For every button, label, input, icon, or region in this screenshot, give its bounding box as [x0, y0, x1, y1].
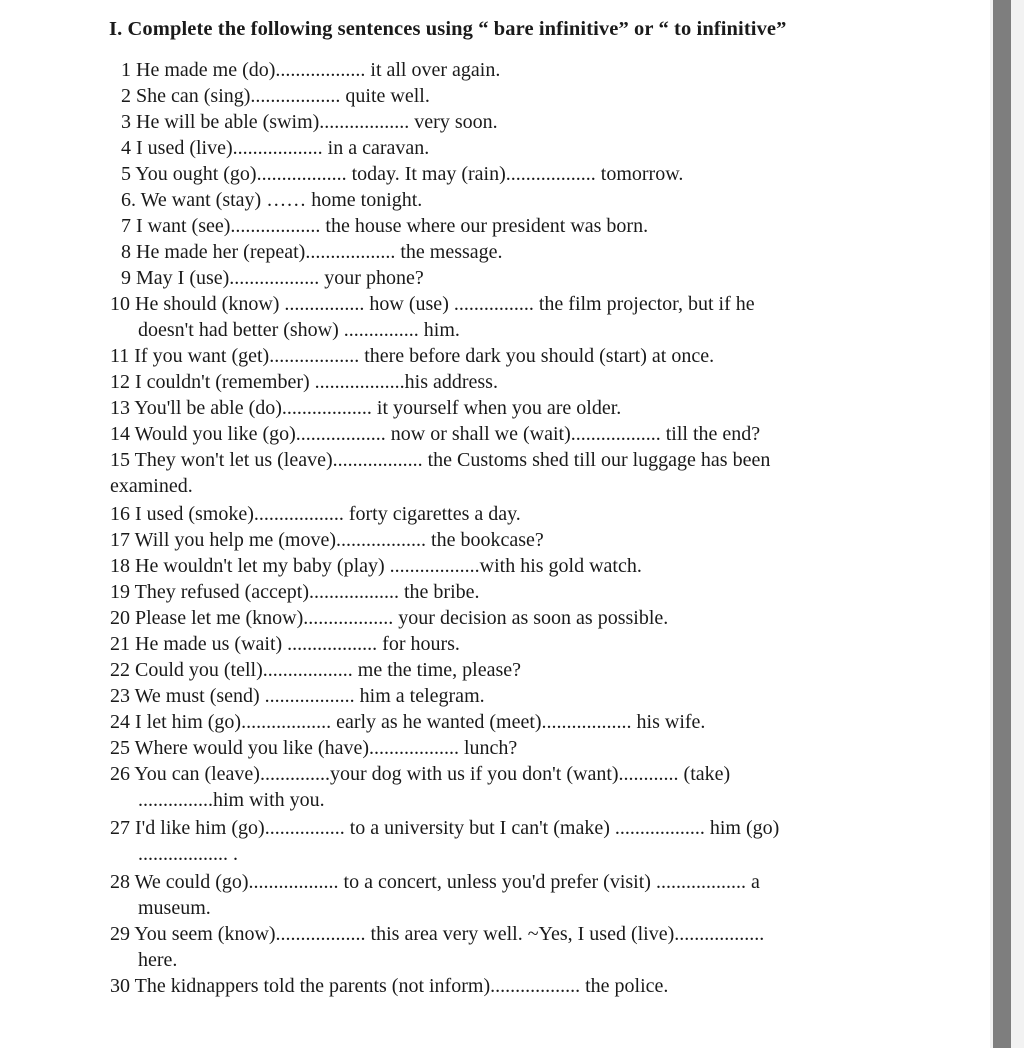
sentence-line: 9 May I (use).................. your phone? — [121, 267, 424, 289]
sentence-line: 6. We want (stay) …… home tonight. — [121, 189, 423, 211]
sentence-line: 7 I want (see).................. the house where our president was born. — [121, 215, 649, 237]
sentence-line: 24 I let him (go).................. early as he wanted (meet).................. his wife. — [110, 711, 706, 733]
sentence-line: 19 They refused (accept).................. the bribe. — [110, 581, 480, 603]
sentence-line: 16 I used (smoke).................. forty cigarettes a day. — [110, 503, 521, 525]
vertical-scrollbar[interactable] — [993, 0, 1011, 1048]
sentence-line: 14 Would you like (go).................. now or shall we (wait).................. till the end? — [110, 423, 761, 445]
sentence-line: 30 The kidnappers told the parents (not inform).................. the police. — [110, 975, 669, 997]
sentence-line: here. — [138, 949, 178, 971]
sentence-line: 17 Will you help me (move).................. the bookcase? — [110, 529, 544, 551]
sentence-line: 11 If you want (get).................. there before dark you should (start) at once. — [110, 345, 715, 367]
sentence-line: 18 He wouldn't let my baby (play) ..................with his gold watch. — [110, 555, 642, 577]
sentence-line: 5 You ought (go).................. today. It may (rain).................. tomorrow. — [121, 163, 684, 185]
sentence-line: 26 You can (leave)..............your dog with us if you don't (want)............ (take) — [110, 763, 731, 785]
sentence-line: 1 He made me (do).................. it all over again. — [121, 59, 501, 81]
sentence-line: 10 He should (know) ................ how (use) ................ the film projector, but if he — [110, 293, 755, 315]
sentence-line: doesn't had better (show) ............... him. — [138, 319, 460, 341]
sentence-line: .................. . — [138, 843, 238, 865]
sentence-line: 27 I'd like him (go)................ to a university but I can't (make) .................. him (go) — [110, 817, 780, 839]
exercise-heading: I. Complete the following sentences using “ bare infinitive” or “ to infinitive” — [109, 18, 787, 40]
sentence-line: 4 I used (live).................. in a caravan. — [121, 137, 430, 159]
sentence-line: museum. — [138, 897, 211, 919]
sentence-line: ...............him with you. — [138, 789, 325, 811]
sentence-line: 3 He will be able (swim).................. very soon. — [121, 111, 498, 133]
sentence-line: 8 He made her (repeat).................. the message. — [121, 241, 503, 263]
sentence-line: 13 You'll be able (do).................. it yourself when you are older. — [110, 397, 622, 419]
sentence-line: 28 We could (go).................. to a concert, unless you'd prefer (visit) .................. a — [110, 871, 760, 893]
sentence-line: 15 They won't let us (leave).................. the Customs shed till our luggage has been — [110, 449, 771, 471]
sentence-line: examined. — [110, 475, 193, 497]
sentence-line: 12 I couldn't (remember) ..................his address. — [110, 371, 498, 393]
sentence-line: 23 We must (send) .................. him a telegram. — [110, 685, 485, 707]
sentence-line: 20 Please let me (know).................. your decision as soon as possible. — [110, 607, 669, 629]
sentence-line: 22 Could you (tell).................. me the time, please? — [110, 659, 522, 681]
sentence-line: 29 You seem (know).................. this area very well. ~Yes, I used (live).................. — [110, 923, 765, 945]
sentence-line: 2 She can (sing).................. quite well. — [121, 85, 430, 107]
sentence-line: 25 Where would you like (have).................. lunch? — [110, 737, 518, 759]
sentence-line: 21 He made us (wait) .................. for hours. — [110, 633, 460, 655]
